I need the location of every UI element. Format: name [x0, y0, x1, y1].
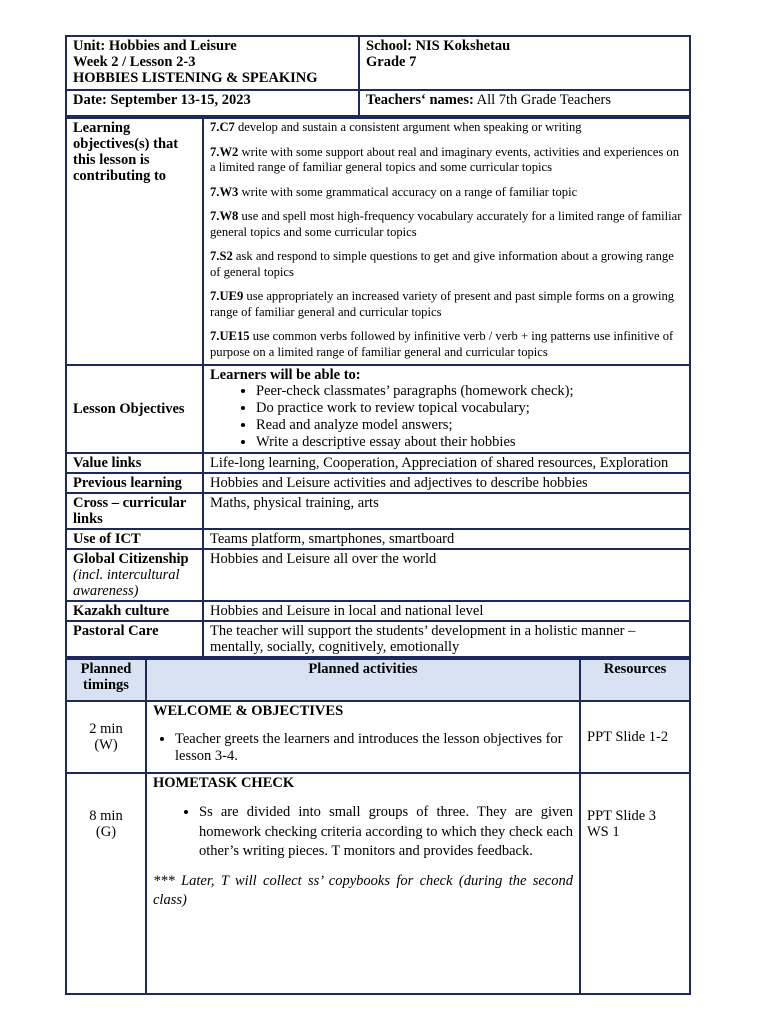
school-name: School: NIS Kokshetau [366, 38, 511, 54]
teachers-cell [359, 90, 690, 116]
header-table [65, 35, 691, 117]
learning-objective: 7.UE9 use appropriately an increased variety of present and past simple forms on a growing range of familiar general and curricular topics [210, 289, 675, 319]
stage-title: HOMETASK CHECK [153, 775, 295, 791]
lesson-objectives-cell [203, 365, 690, 453]
school-cell [359, 36, 690, 90]
kazakh-culture-label: Kazakh culture [66, 601, 203, 621]
learning-objective: 7.UE15 use common verbs followed by infinitive verb / verb + ing patterns use infinitive of purpose on a limited range of familiar general and curricular topics [210, 329, 674, 359]
unit-cell [66, 36, 359, 90]
activities-header: Planned activities [146, 659, 580, 701]
resources-header: Resources [580, 659, 690, 701]
teachers-value: All 7th Grade Teachers [473, 92, 612, 108]
learning-objective: 7.W3 write with some grammatical accuracy on a range of familiar topic [210, 184, 578, 199]
stage-activity [146, 701, 580, 773]
stage-timing [66, 773, 146, 994]
stage-bullets [153, 731, 573, 765]
pastoral-care-label: Pastoral Care [66, 621, 203, 657]
learning-objective: 7.W2 write with some support about real and imaginary events, activities and experiences on a limited range of familiar general topics and some curricular topics [210, 144, 679, 174]
lesson-objectives-list [210, 383, 683, 451]
list-item: • Ss are divided into small groups of three. They are given homework checking criteria according to which they check each other’s writing pieces. T monitors and provides feedback. [199, 803, 573, 862]
stage-time: 8 min [89, 808, 123, 824]
lesson-objectives-label: Lesson Objectives [66, 365, 203, 453]
global-citizenship-value: Hobbies and Leisure all over the world [203, 549, 690, 601]
stage-activity [146, 773, 580, 994]
grade: Grade 7 [366, 54, 417, 70]
teachers-label: Teachers‘ names: [366, 92, 474, 108]
global-citizenship-note: (incl. intercultural awareness) [73, 567, 180, 599]
stage-mode: (W) [94, 737, 118, 753]
learning-objectives-label: Learning objectives(s) that this lesson is contributing to [66, 118, 203, 365]
stage-bullets [153, 803, 573, 862]
list-item: • Teacher greets the learners and introduces the lesson objectives for lesson 3-4. [175, 731, 573, 765]
details-table [65, 117, 691, 658]
stage-title: WELCOME & OBJECTIVES [153, 703, 344, 719]
previous-learning-label: Previous learning [66, 473, 203, 493]
previous-learning-value: Hobbies and Leisure activities and adjectives to describe hobbies [203, 473, 690, 493]
learning-objective: 7.S2 ask and respond to simple questions to get and give information about a growing range of general topics [210, 249, 674, 279]
lesson-plan [65, 35, 689, 995]
lesson-objectives-intro: Learners will be able to: [210, 367, 361, 383]
list-item: • Write a descriptive essay about their hobbies [256, 434, 683, 451]
stage-mode: (G) [95, 824, 117, 840]
lesson-date: Date: September 13-15, 2023 [66, 90, 359, 116]
learning-objective: 7.W8 use and spell most high-frequency vocabulary accurately for a limited range of familiar general topics and some curricular topics [210, 209, 682, 239]
stage-resources [580, 773, 690, 994]
global-citizenship-label-cell [66, 549, 203, 601]
list-item: • Do practice work to review topical vocabulary; [256, 400, 683, 417]
stage-time: 2 min [89, 721, 123, 737]
value-links-label: Value links [66, 453, 203, 473]
learning-objectives-list [203, 118, 690, 365]
plan-table [65, 658, 691, 995]
cross-curricular-value: Maths, physical training, arts [203, 493, 690, 529]
learning-objective: 7.C7 develop and sustain a consistent argument when speaking or writing [210, 120, 582, 134]
resource-item: WS 1 [587, 824, 620, 840]
kazakh-culture-value: Hobbies and Leisure in local and national level [203, 601, 690, 621]
global-citizenship-label: Global Citizenship [73, 551, 189, 567]
ict-label: Use of ICT [66, 529, 203, 549]
ict-value: Teams platform, smartphones, smartboard [203, 529, 690, 549]
stage-timing [66, 701, 146, 773]
stage-note: *** Later, T will collect ss’ copybooks for check (during the second class) [153, 872, 573, 908]
list-item: • Peer-check classmates’ paragraphs (homework check); [256, 383, 683, 400]
timings-header: Planned timings [66, 659, 146, 701]
pastoral-care-value: The teacher will support the students’ development in a holistic manner – mentally, socially, cognitively, emotionally [203, 621, 690, 657]
list-item: • Read and analyze model answers; [256, 417, 683, 434]
unit-title: Unit: Hobbies and Leisure [73, 38, 237, 54]
value-links-value: Life-long learning, Cooperation, Appreciation of shared resources, Exploration [203, 453, 690, 473]
cross-curricular-label: Cross – curricular links [66, 493, 203, 529]
resource-item: PPT Slide 3 [587, 808, 657, 824]
lesson-topic: HOBBIES LISTENING & SPEAKING [73, 70, 318, 86]
stage-resources: PPT Slide 1-2 [580, 701, 690, 773]
week-lesson: Week 2 / Lesson 2-3 [73, 54, 196, 70]
